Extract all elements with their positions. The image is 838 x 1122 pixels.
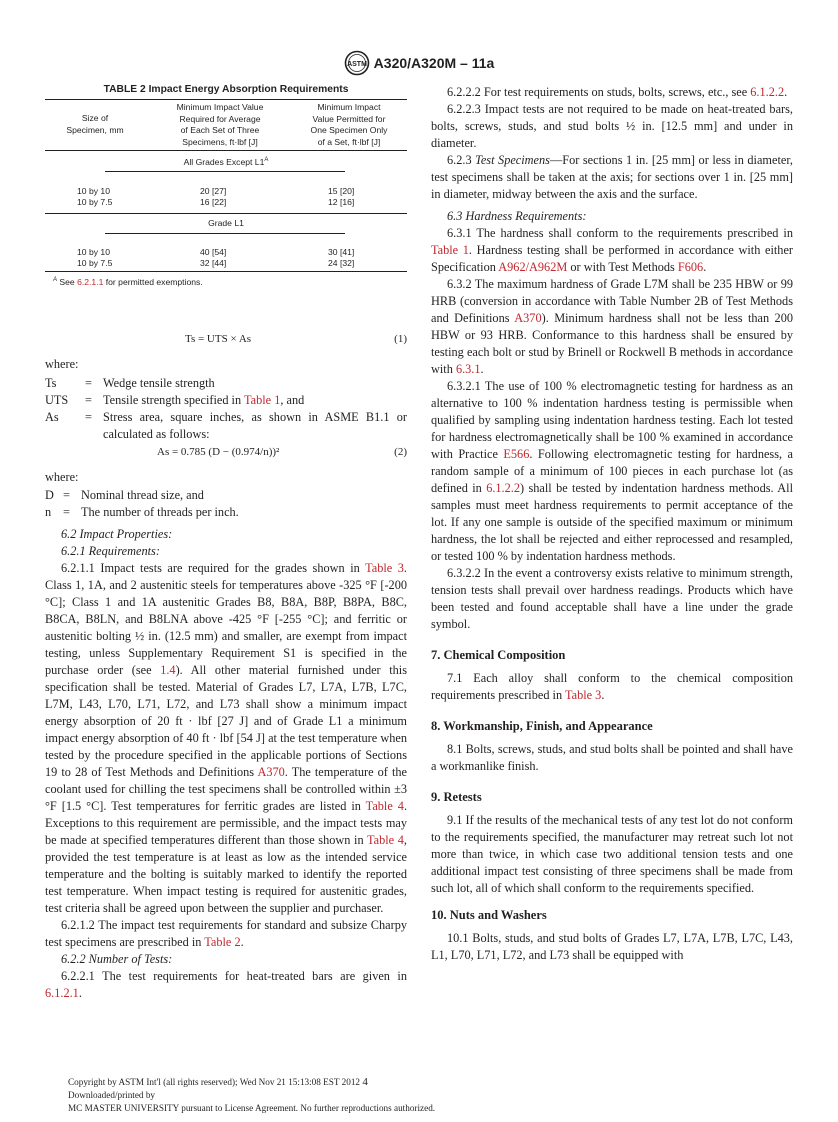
table-header — [45, 100, 407, 150]
table-cell: 24 [32] — [328, 257, 355, 268]
col-header-line: Specimens, ft·lbf [J] — [182, 136, 258, 147]
link-e566[interactable]: E566 — [503, 447, 530, 461]
group-label: All Grades Except $L1^A$ — [183, 156, 269, 167]
col-header-average — [155, 102, 285, 148]
def-text: Stress area, square inches, as shown in ASME B1.1 or calculated as follows: — [103, 410, 407, 441]
paragraph-6-2-1-2: 6.2.1.2 The impact test requirements for standard and subsize Charpy test specimens are prescribed in Table 2. — [45, 918, 407, 949]
def-symbol: n — [45, 505, 52, 519]
def-equals: = — [63, 505, 70, 519]
link-a370[interactable]: A370 — [257, 765, 285, 779]
section-6-3: 6.3 Hardness Requirements: — [447, 209, 587, 223]
svg-text:ASTM: ASTM — [346, 61, 367, 68]
table-cell: 16 [22] — [200, 197, 227, 208]
equation-number: (1) — [394, 333, 407, 345]
heading-7: 7. Chemical Composition — [431, 648, 566, 662]
section-6-2: 6.2 Impact Properties: — [61, 527, 173, 541]
table-cell: 10 by 7.5 — [77, 257, 113, 268]
def-text: The number of threads per inch. — [81, 505, 239, 519]
col-header-line: Size of — [81, 113, 109, 123]
paragraph-6-3-1: 6.3.1 The hardness shall conform to the requirements prescribed in Table 1. Hardness testing shall be performed in accordance with either Specification A962/A962M or with Test Methods F606. — [431, 226, 793, 274]
def-text: Nominal thread size, and — [81, 488, 204, 502]
link-section-6-1-2-2[interactable]: 6.1.2.2 — [750, 85, 785, 99]
table-cell: 30 [41] — [328, 246, 355, 257]
col-header-line: of a Set, ft·lbf [J] — [317, 136, 381, 147]
link-table-3[interactable]: Table 3 — [564, 688, 602, 702]
def-text: Tensile strength specified in Table 1, and — [103, 393, 305, 407]
table-cell: 10 by 10 — [77, 186, 110, 197]
paragraph-6-2-1-1: 6.2.1.1 Impact tests are required for the grades shown in Table 3. Class 1, 1A, and 2 austenitic steels for temperatures above -325 °F [-200 °C]; Class 1 and 1A austenitic Grades B8, B8A, B8P, B8PA, B8C, B8CA, B8LN, and B8LNA above -425 °F [-255 °C]; and ferritic or austenitic bolting ½ in. (12.5 mm) and smaller, are exempt from impact testing, unless Supplementary Requirement S1 is specified in the purchase order (see 1.4). All other material furnished under this specification shall be tested. Material of Grades L7, L7A, L7B, L7C, L7M, L43, L70, L71, L72, and L73 shall show a minimum impact energy absorption of 20 ft · lbf [27 J] and of Grade L1 a minimum impact energy absorption of 40 ft · lbf [54 J] at the test temperature when tested by the procedure specified in the applicable portions of Sections 19 to 28 of Test Methods and Definitions A370. The temperature of the coolant used for chilling the test specimens shall be controlled within ±3 °F [1.5 °C]. Test temperatures for ferritic grades are listed in Table 4. Exceptions to this requirement are permissible, and the impact tests may be made at specified temperatures different than those shown in Table 4, provided the test temperature is at least as low as the intended service temperature and the bolting is suitably marked to identify the reported test temperature. When impact testing is required for austenitic grades, test criteria shall be agreed upon between the supplier and purchaser. — [45, 561, 408, 915]
definitions-2 — [45, 487, 407, 521]
astm-logo-icon — [344, 50, 370, 76]
heading-8: 8. Workmanship, Finish, and Appearance — [431, 719, 653, 733]
link-table-2[interactable]: Table 2 — [204, 935, 241, 949]
section-6-2-2: 6.2.2 Number of Tests: — [61, 952, 173, 966]
paragraph-6-3-2-1: 6.3.2.1 The use of 100 % electromagnetic testing for hardness as an alternative to 100 % indentation hardness testing is permissible when qualified by sampling using indentation hardness testing. Each lot tested for hardness electromagnetically shall be 100 % examined in accordance with Practice E566. Following electromagnetic testing for hardness, a random sample of a minimum of 100 pieces in each purchase lot (as defined in 6.1.2.2) shall be tested by indentation hardness methods. All samples must meet hardness requirements to permit acceptance of the lot. If any one sample is outside of the specified maximum or minimum hardness, the lot shall be rejected and either reprocessed and resampled, or tested 100 % by indentation hardness methods. — [431, 379, 793, 563]
page-header — [0, 50, 838, 76]
col-header-line: Minimum Impact — [317, 102, 381, 112]
col-header-minimum — [291, 102, 407, 148]
link-section-6-1-2-1[interactable]: 6.1.2.1 — [45, 986, 79, 1000]
footer-copyright: Copyright by ASTM Int'l (all rights reserved); Wed Nov 21 15:13:08 EST 2012 4 — [68, 1076, 368, 1088]
table-rule — [45, 150, 407, 151]
link-table-1[interactable]: Table 1 — [431, 243, 469, 257]
left-column-body — [45, 526, 407, 1002]
link-section-6-3-1[interactable]: 6.3.1 — [455, 362, 481, 376]
table-cell: 12 [16] — [328, 197, 355, 208]
col-header-line: Minimum Impact Value — [176, 102, 264, 112]
paragraph-6-3-2: 6.3.2 The maximum hardness of Grade L7M shall be 235 HBW or 99 HRB (conversion in accordance with Table Number 2B of Test Methods and Definitions A370). Minimum hardness shall not be less than 200 HBW or 93 HRB. Conformance to this hardness shall be ensured by testing each bolt or stud by Brinell or Rockwell B methods in accordance with 6.3.1. — [431, 277, 793, 376]
table-rule — [45, 271, 407, 272]
table-footnote: $^A$ See 6.2.1.1 for permitted exemptions. — [53, 276, 203, 287]
footer-license: MC MASTER UNIVERSITY pursuant to License Agreement. No further reproductions authorized. — [68, 1103, 436, 1113]
document-title: A320/A320M – 11a — [373, 55, 495, 71]
group-label: Grade L1 — [208, 218, 244, 229]
link-a962[interactable]: A962/A962M — [498, 260, 568, 274]
footnote-link[interactable]: 6.2.1.1 — [77, 276, 104, 287]
paragraph-10-1: 10.1 Bolts, studs, and stud bolts of Grades L7, L7A, L7B, L7C, L43, L1, L70, L71, L72, and L73 shall be equipped with — [431, 931, 793, 962]
equation-text: As = 0.785 (D − (0.974/n))² — [157, 446, 280, 458]
col-header-line: of Each Set of Three — [180, 125, 260, 135]
table-cell: 40 [54] — [200, 246, 227, 257]
paragraph-6-3-2-2: 6.3.2.2 In the event a controversy exists relative to minimum strength, tension tests shall prevail over hardness readings. Products which have been tested and found acceptable shall have a line under the grade symbol. — [431, 566, 793, 631]
heading-10: 10. Nuts and Washers — [431, 908, 547, 922]
definitions-1 — [45, 375, 407, 443]
table-2 — [45, 84, 407, 288]
def-equals: = — [85, 376, 92, 390]
def-equals: = — [85, 410, 92, 424]
def-equals: = — [63, 488, 70, 502]
link-table-3[interactable]: Table 3 — [365, 561, 404, 575]
table-rows-group-1 — [45, 186, 407, 208]
equation-number: (2) — [394, 446, 407, 458]
page-footer — [68, 1076, 435, 1115]
paragraph-6-2-2-1: 6.2.2.1 The test requirements for heat-treated bars are given in 6.1.2.1. — [45, 969, 407, 1000]
col-header-line: Required for Average — [179, 113, 261, 124]
paragraph-6-2-2-2: 6.2.2.2 For test requirements on studs, bolts, screws, etc., see 6.1.2.2. — [447, 85, 788, 99]
table-cell: 10 by 7.5 — [77, 197, 113, 208]
paragraph-8-1: 8.1 Bolts, screws, studs, and stud bolts shall be pointed and shall have a workmanlike finish. — [431, 742, 793, 773]
link-table-4[interactable]: Table 4 — [365, 799, 404, 813]
def-symbol: As — [45, 410, 59, 424]
link-section-1-4[interactable]: 1.4 — [160, 663, 176, 677]
link-table-4[interactable]: Table 4 — [367, 833, 404, 847]
right-column-body — [431, 84, 793, 964]
link-f606[interactable]: F606 — [677, 260, 704, 274]
link-table-1[interactable]: Table 1 — [243, 393, 281, 407]
col-header-line: Value Permitted for — [312, 113, 386, 124]
paragraph-6-2-2-3: 6.2.2.3 Impact tests are not required to be made on heat-treated bars, bolts, screws, studs, and stud bolts ½ in. [12.5 mm] and under in diameter. — [431, 102, 793, 150]
table-cell: 10 by 10 — [77, 246, 110, 257]
heading-9: 9. Retests — [431, 790, 482, 804]
table-rule — [45, 213, 407, 214]
table-cell: 32 [44] — [200, 257, 227, 268]
paragraph-7-1: 7.1 Each alloy shall conform to the chemical composition requirements prescribed in Table 3. — [431, 671, 793, 702]
equation-text: Ts = UTS × As — [185, 333, 252, 345]
def-symbol: UTS — [45, 393, 69, 407]
table-cell: 15 [20] — [328, 186, 355, 197]
link-a370[interactable]: A370 — [514, 311, 542, 325]
def-equals: = — [85, 393, 92, 407]
where-2: where: — [45, 470, 79, 484]
paragraph-6-2-3: 6.2.3 Test Specimens—For sections 1 in. [25 mm] or less in diameter, test specimens shall be taken at the axis; for sections over 1 in. [25 mm] in diameter, midway between the axis and the surface. — [431, 153, 794, 201]
col-header-line: Specimen, mm — [66, 124, 124, 135]
paragraph-9-1: 9.1 If the results of the mechanical tests of any test lot do not conform to the requirements specified, the manufacturer may retreat such lot not more than twice, in which case two additional tension tests and one additional impact test consisting of three specimens shall be made from such lot, all of which shall conform to the requirements specified. — [431, 813, 793, 895]
where-1: where: — [45, 357, 79, 371]
def-symbol: Ts — [45, 376, 57, 390]
section-6-2-1: 6.2.1 Requirements: — [61, 544, 160, 558]
col-header-size — [45, 113, 145, 136]
def-text: Wedge tensile strength — [103, 376, 215, 390]
table-title: TABLE 2 Impact Energy Absorption Requirements — [103, 84, 349, 95]
def-symbol: D — [45, 488, 54, 502]
page-number: 4 — [362, 1076, 368, 1088]
footer-downloaded: Downloaded/printed by — [68, 1090, 156, 1100]
col-header-line: One Specimen Only — [310, 125, 388, 135]
table-cell: 20 [27] — [200, 186, 227, 197]
link-section-6-1-2-2[interactable]: 6.1.2.2 — [486, 481, 521, 495]
table-rows-group-2 — [45, 247, 407, 269]
